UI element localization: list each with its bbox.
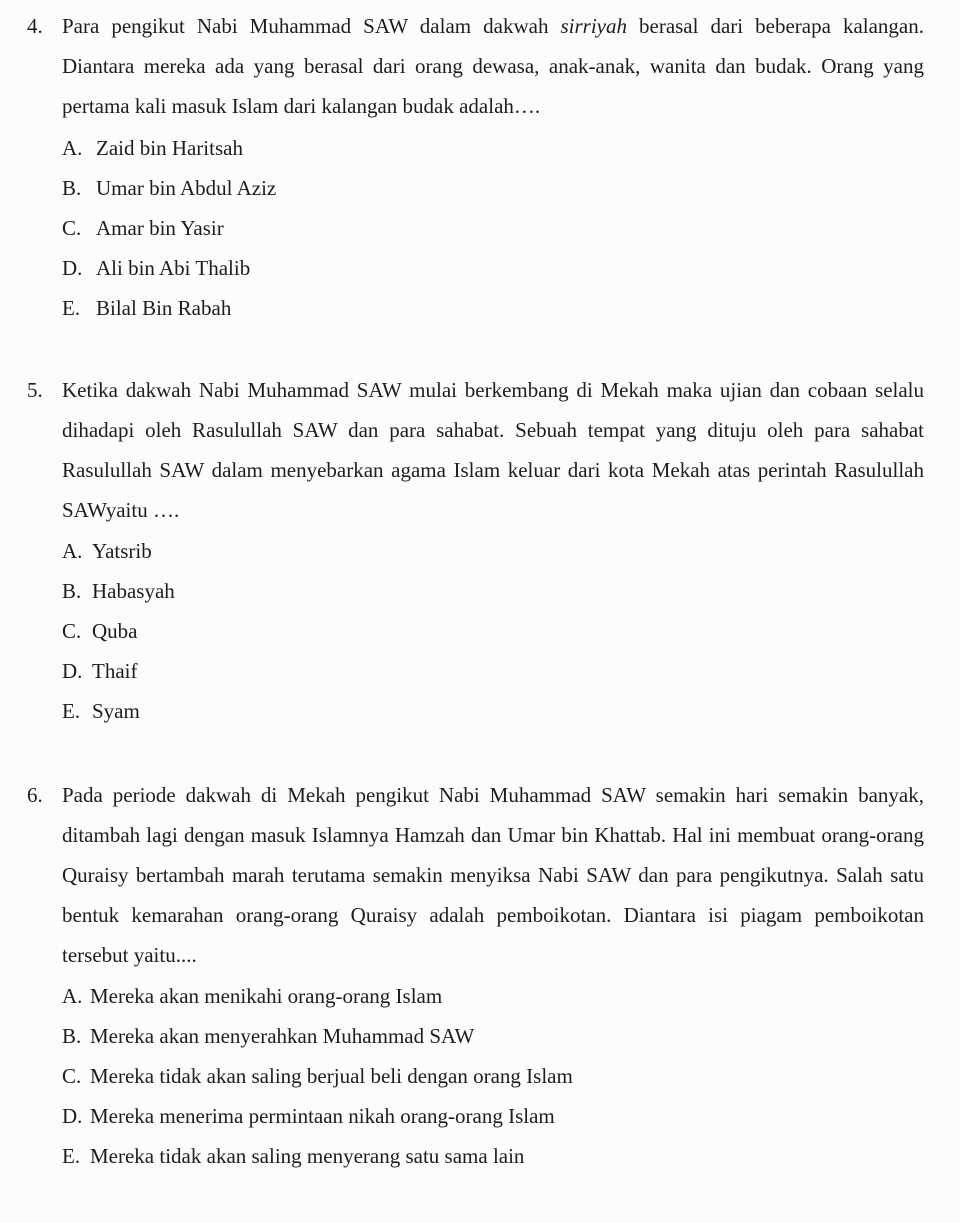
option-text: Thaif [92, 659, 138, 683]
option-b [62, 168, 276, 208]
option-c [62, 208, 276, 248]
option-letter: C. [62, 619, 82, 643]
option-text: Ali bin Abi Thalib [96, 256, 251, 280]
option-letter: E. [62, 296, 81, 320]
option-text: Mereka tidak akan saling menyerang satu sama lain [90, 1144, 525, 1168]
option-d [62, 1096, 573, 1136]
option-text: Yatsrib [92, 539, 152, 563]
option-letter: C. [62, 216, 82, 240]
option-a [62, 128, 276, 168]
question-stem [62, 6, 924, 126]
option-text: Umar bin Abdul Aziz [96, 176, 277, 200]
option-a [62, 976, 573, 1016]
option-letter: A. [62, 539, 83, 563]
answer-options [62, 531, 175, 731]
stem-text: Para pengikut Nabi Muhammad SAW dalam dakwah [62, 14, 561, 38]
option-letter: E. [62, 699, 81, 723]
option-text: Bilal Bin Rabah [96, 296, 232, 320]
question-stem: Pada periode dakwah di Mekah pengikut Nabi Muhammad SAW semakin hari semakin banyak, ditambah lagi dengan masuk Islamnya Hamzah dan Umar bin Khattab. Hal ini membuat orang-orang Quraisy bertambah marah terutama semakin menyiksa Nabi SAW dan para pengikutnya. Salah satu bentuk kemarahan orang-orang Quraisy adalah pemboikotan. Diantara isi piagam pemboikotan tersebut yaitu.... [62, 783, 924, 967]
answer-options [62, 976, 573, 1176]
stem-text: berasal dari beberapa kalangan. Diantara mereka ada yang berasal dari orang dewasa, anak-anak, wanita dan budak. Orang yang pertama kali masuk Islam dari kalangan budak adalah…. [62, 14, 924, 118]
option-text: Zaid bin Haritsah [96, 136, 243, 160]
option-e [62, 288, 276, 328]
option-letter: B. [62, 1024, 82, 1048]
option-letter: A. [62, 136, 83, 160]
option-b [62, 1016, 573, 1056]
option-a [62, 531, 175, 571]
option-text: Mereka akan menyerahkan Muhammad SAW [90, 1024, 475, 1048]
option-text: Syam [92, 699, 140, 723]
option-e [62, 691, 175, 731]
option-letter: B. [62, 579, 82, 603]
option-letter: C. [62, 1064, 82, 1088]
question-number: 4. [27, 14, 43, 38]
option-e [62, 1136, 573, 1176]
option-text: Mereka menerima permintaan nikah orang-orang Islam [90, 1104, 555, 1128]
option-letter: D. [62, 659, 83, 683]
option-d [62, 248, 276, 288]
option-c [62, 611, 175, 651]
option-text: Amar bin Yasir [96, 216, 224, 240]
answer-options [62, 128, 276, 328]
option-text: Habasyah [92, 579, 175, 603]
option-text: Mereka akan menikahi orang-orang Islam [90, 984, 443, 1008]
option-text: Mereka tidak akan saling berjual beli dengan orang Islam [90, 1064, 573, 1088]
option-letter: A. [62, 984, 83, 1008]
question-number: 6. [27, 783, 43, 807]
option-letter: B. [62, 176, 82, 200]
option-c [62, 1056, 573, 1096]
option-b [62, 571, 175, 611]
option-text: Quba [92, 619, 138, 643]
question-stem: Ketika dakwah Nabi Muhammad SAW mulai berkembang di Mekah maka ujian dan cobaan selalu dihadapi oleh Rasulullah SAW dan para sahabat. Sebuah tempat yang dituju oleh para sahabat Rasulullah SAW dalam menyebarkan agama Islam keluar dari kota Mekah atas perintah Rasulullah SAWyaitu …. [62, 378, 924, 522]
stem-italic-term: sirriyah [560, 14, 627, 38]
option-letter: D. [62, 256, 83, 280]
question-number: 5. [27, 378, 43, 402]
option-letter: D. [62, 1104, 83, 1128]
option-letter: E. [62, 1144, 81, 1168]
option-d [62, 651, 175, 691]
